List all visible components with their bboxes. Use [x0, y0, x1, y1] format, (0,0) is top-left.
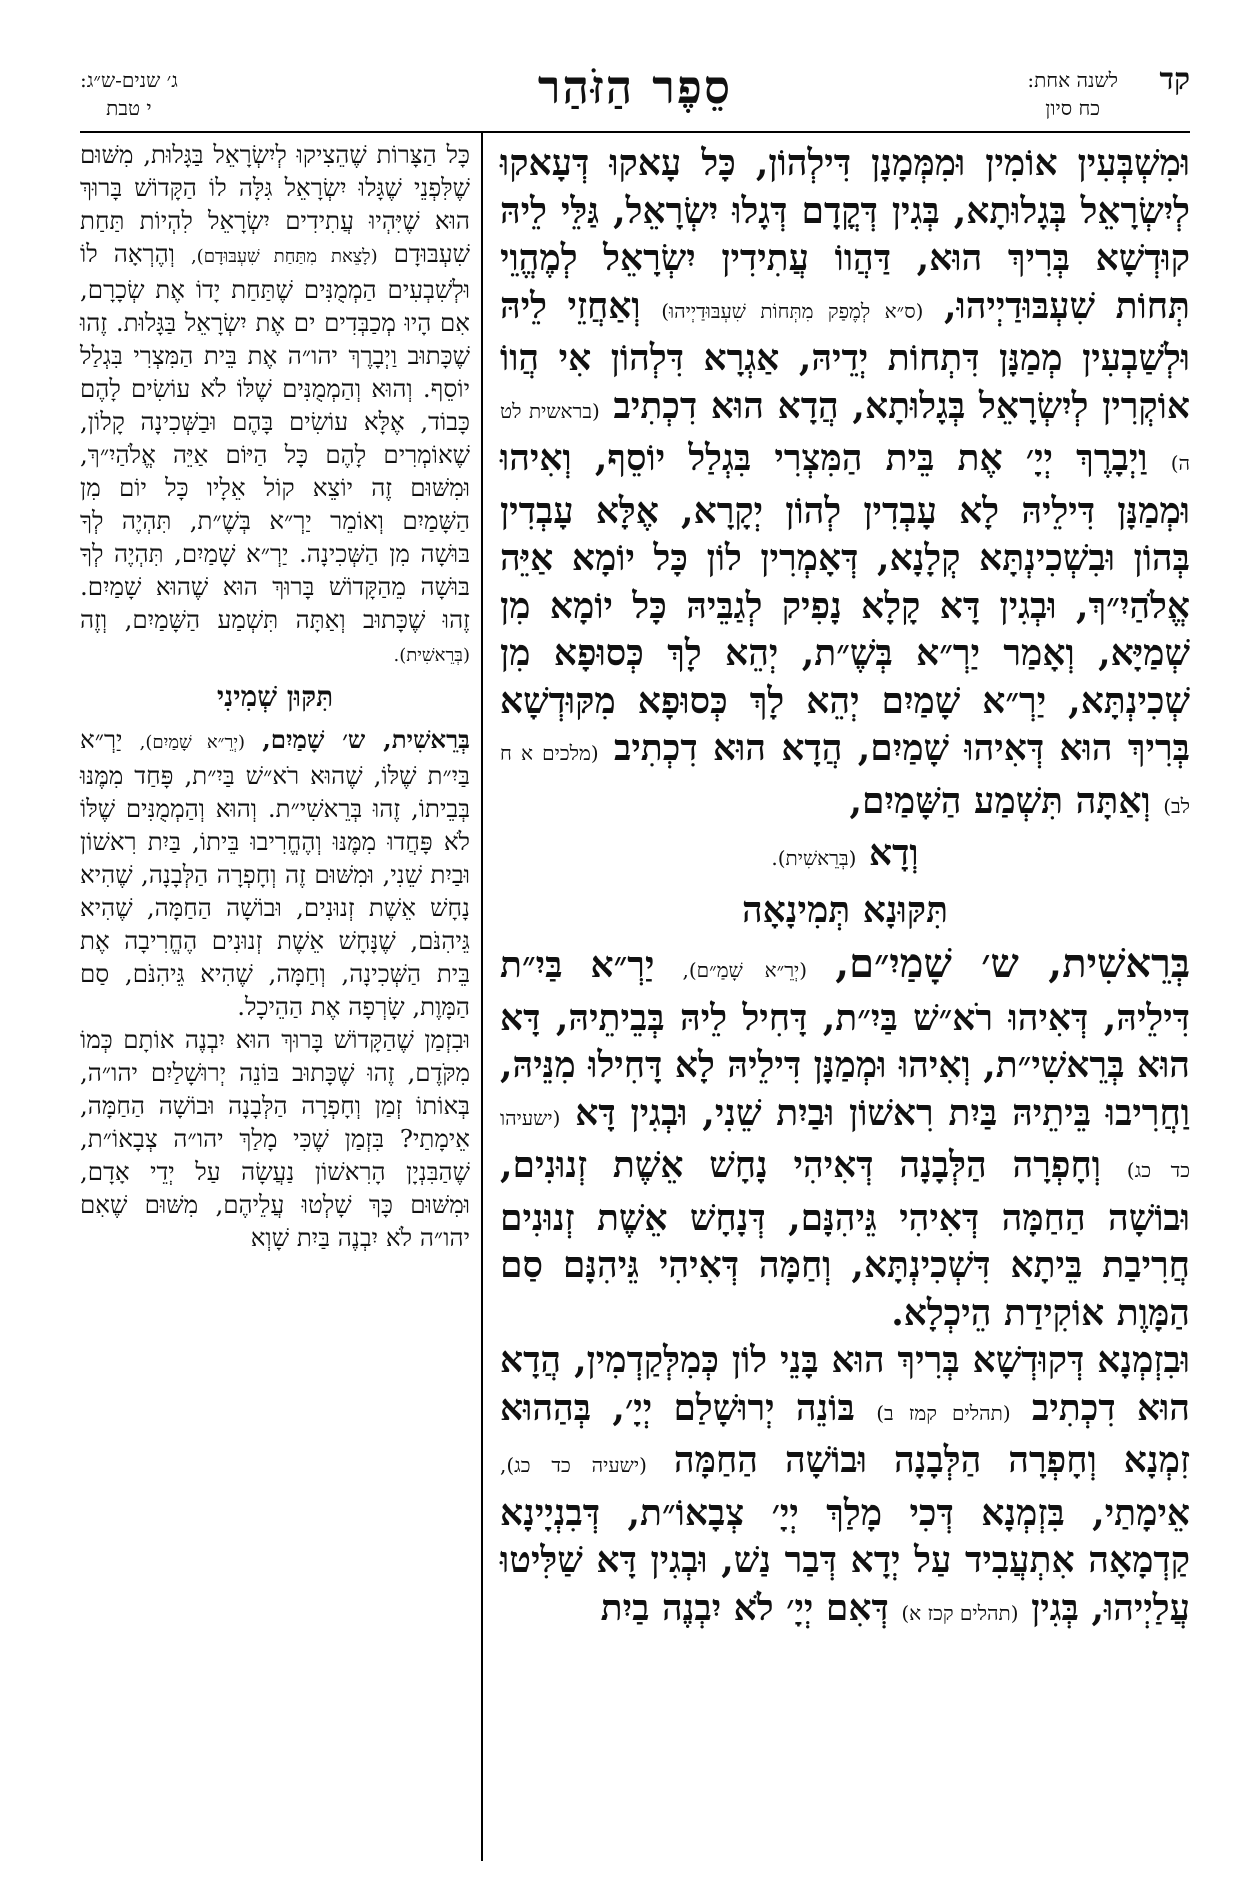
aramaic-main-column — [500, 140, 1190, 1637]
citation: (יְרֵ״א שָׁמַ״ם), — [682, 958, 808, 982]
schedule-label: ג׳ שנים-ש״ג: — [80, 68, 178, 92]
main-text: וּמִשְׁבְּעִין אוֹמִין וּמִמְּמָנָן דִּילְהוֹן, כָּל עָאקוּ דְּעָאקוּ לְיִשְׂרָאֵל בְּגָלוּתָא, בְּגִין דְּקֳדָם דְּגָלוּ יִשְׂרָאֵל, גַּלֵּי לֵיהּ קוּדְשָׁא בְּרִיךְ הוּא, דַּהֲווֹ עֲתִידִין יִשְׂרָאֵל לְמֶהֱוֵי תְּחוֹת שִׁעְבּוּדַיְיהוּ, — [500, 142, 1190, 327]
citation: (בראשית לט ה) — [500, 398, 1190, 475]
book-title: סֵפֶר הַזֹּהַר — [537, 60, 733, 114]
translation-text: וְהֶרְאָה לוֹ וּלְשִׁבְעִים הַמְמֻנִּים שֶׁתַּחַת יָדוֹ אֶת שְׂכָרָם, אִם הָיוּ מְכַבְּדִים ים אֶת יִשְׂרָאֵל בַּגָּלוּת. זֶהוּ שֶׁכָּתוּב וַיְבָרֶךְ יהו״ה אֶת בֵּית הַמִּצְרִי בִּגְלַל יוֹסֵף. וְהוּא וְהַמְמֻנִּים שֶׁלּוֹ לֹא עוֹשִׂים לָהֶם כָּבוֹד, אֶלָּא עוֹשִׂים בָּהֶם וּבַשְּׁכִינָה קָלוֹן, שֶׁאוֹמְרִים לָהֶם כָּל הַיּוֹם אַיֵּה אֱלֹהַיִ״ךְ, וּמִשּׁוּם זֶה יוֹצֵא קוֹל אֵלָיו כָּל יוֹם מִן הַשָּׁמַיִם וְאוֹמֵר יַרְ״א בְּשֶׁ״ת, תִּהְיֶה לְךָ בּוּשָׁה מִן הַשְּׁכִינָה. יַרְ״א שָׁמַיִם, תִּהְיֶה לְךָ בּוּשָׁה מֵהַקָּדוֹשׁ בָּרוּךְ הוּא שֶׁהוּא שָׁמַיִם. זֶהוּ שֶׁכָּתוּב וְאַתָּה תִּשְׁמַע הַשָּׁמַיִם, וְזֶה — [80, 239, 470, 634]
main-text: וְדָא — [868, 832, 919, 874]
main-paragraph — [500, 1337, 1190, 1637]
main-paragraph — [500, 140, 1190, 830]
opening-words: בְּרֵאשִׁית, ש׳ שָׁמַיִ״ם, — [835, 940, 1190, 987]
translation-paragraph — [80, 1023, 470, 1254]
translation-text: וּבִזְמַן שֶׁהַקָּדוֹשׁ בָּרוּךְ הוּא יִבְנֶה אוֹתָם כְּמוֹ מִקֹּדֶם, זֶהוּ שֶׁכָּתוּב בּוֹנֵה יְרוּשָׁלַיִם יהו״ה, בְּאוֹתוֹ זְמַן וְחָפְרָה הַלְּבָנָה וּבוֹשָׁה הַחַמָּה, אֵימָתַי? בִּזְמַן שֶׁכִּי מָלַךְ יהו״ה צְבָאוֹ״ת, שֶׁהַבִּנְיָן הָרִאשׁוֹן נַעֲשָׂה עַל יְדֵי אָדָם, וּמִשּׁוּם כָּךְ שָׁלְטוּ עֲלֵיהֶם, מִשּׁוּם שֶׁאִם יהו״ה לֹא יִבְנֶה בַּיִת שָׁוְא — [80, 1025, 470, 1252]
translation-text: כָּל הַצָּרוֹת שֶׁהֵצִיקוּ לְיִשְׂרָאֵל בַּגָּלוּת, מִשּׁוּם שֶׁלִּפְנֵי שֶׁגָּלוּ יִשְׂרָאֵל גִּלָּה לוֹ הַקָּדוֹשׁ בָּרוּךְ הוּא שֶׁיִּהְיוּ עֲתִידִים יִשְׂרָאֵל לִהְיוֹת תַּחַת שִׁעְבּוּדָם — [80, 140, 470, 268]
citation: (יְרֵ״א שָׁמַיִם), — [139, 732, 246, 753]
citation: (ישעיה כד כג), — [500, 1453, 647, 1477]
schedule-label: לשנה אחת: — [1027, 68, 1118, 92]
citation: (בְּרֵאשִׁית). — [393, 645, 470, 666]
main-text: בּוֹנֵה יְרוּשָׁלַם יְיָ׳, בְּהַהוּא זִמְנָא וְחָפְרָה הַלְּבָנָה וּבוֹשָׁה הַחַמָּה — [500, 1386, 1190, 1481]
opening-words: בְּרֵאשִׁית, ש׳ שָׁמַיִם, — [262, 725, 470, 754]
translation-text: יַרְ״א בַּיִ״ת שֶׁלּוֹ, שֶׁהוּא רֹא״שׁ בַּיִ״ת, פָּחַד מִמֶּנּוּ בְּבֵיתוֹ, זֶהוּ בְּרֵאשִׁי״ת. וְהוּא וְהַמְמֻנִּים שֶׁלּוֹ לֹא פָּחֲדוּ מִמֶּנּוּ וְהֶחֱרִיבוּ בֵּיתוֹ, בַּיִת רִאשׁוֹן וּבַיִת שֵׁנִי, וּמִשּׁוּם זֶה וְחָפְרָה הַלְּבָנָה, שֶׁהִיא נָחָשׁ אֵשֶׁת זְנוּנִים, וּבוֹשָׁה הַחַמָּה, שֶׁהִיא גֵּיהִנֹּם, שֶׁנָּחָשׁ אֵשֶׁת זְנוּנִים הֶחֱרִיבָה אֶת בֵּית הַשְּׁכִינָה, וְחַמָּה, שֶׁהִיא גֵּיהִנֹּם, סַם הַמָּוֶת, שָׂרְפָה אֶת הַהֵיכָל. — [80, 725, 470, 1021]
page-number: קד — [1159, 62, 1190, 97]
hebrew-translation-column — [80, 138, 470, 1254]
section-heading: תִּקּוּנָא תְּמִינָאָה — [741, 888, 949, 931]
header-divider — [80, 131, 1190, 133]
page-header — [80, 60, 1190, 128]
column-divider — [481, 131, 483, 1861]
main-text: דְּאִם יְיָ׳ לֹא יִבְנֶה בַיִת — [600, 1586, 889, 1629]
section-heading: תִּקּוּן שְׁמִינִי — [216, 680, 334, 713]
citation: (מלכים א ח לב) — [500, 741, 1190, 818]
main-text: וּבִזְמְנָא דְּקוּדְשָׁא בְּרִיךְ הוּא בָּנֵי לוֹן כְּמִלְּקַדְמִין, הֲדָא הוּא דִכְתִיב — [500, 1339, 1190, 1429]
main-paragraph — [500, 940, 1190, 1337]
citation: (תהלים קכז א) — [901, 1600, 1019, 1625]
schedule-date: י טבת — [106, 96, 152, 120]
study-schedule-three-years — [80, 66, 178, 122]
main-text: אֵימָתַי, בִּזְמְנָא דְּכִי מָלַךְ יְיָ׳ צְבָאוֹ״ת, דְּבִנְיָינָא קַדְמָאָה אִתְעֲבִיד עַל יְדָא דְּבַר נַשׁ, וּבְגִין דָּא שַׁלִּיטוּ עֲלַיְיהוּ, בְּגִין — [500, 1491, 1190, 1629]
schedule-date: כח סיון — [1045, 96, 1101, 120]
citation: (ישעיהו כד כג) — [500, 1105, 1190, 1182]
citation: (תהלים קמז ב) — [876, 1400, 1011, 1425]
translation-paragraph — [80, 138, 470, 672]
main-text: וְאַחֲזֵי לֵיהּ וּלְשַׁבְעִין מְמַנָּן דִּתְחוֹת יְדֵיהּ, אַגְרָא דִּלְהוֹן אִי הֲווֹ אוֹקְרִין לְיִשְׂרָאֵל בְּגָלוּתָא, הֲדָא הוּא דִכְתִיב — [500, 284, 1190, 427]
citation: (לָצֵאת מִתַּחַת שִׁעְבּוּדָם), — [190, 246, 378, 267]
citation: (בְּרֵאשִׁית). — [771, 846, 857, 870]
main-text: יַרְ״א בַּיִ״ת דִּילֵיהּ, דְּאִיהוּ רֹא״שׁ בַּיִ״ת, דָּחִיל לֵיהּ בְּבֵיתֵיהּ, דָּא הוּא בְּרֵאשִׁי״ת, וְאִיהוּ וּמְמַנָּן דִּילֵיהּ לָא דָּחִילוּ מִנֵּיהּ, וַחֲרִיבוּ בֵּיתֵיהּ בַּיִת רִאשׁוֹן וּבַיִת שֵׁנִי, וּבְגִין דָּא — [500, 944, 1190, 1134]
main-text: וְאַתָּה תִּשְׁמַע הַשָּׁמַיִם, — [849, 779, 1151, 822]
translation-paragraph — [80, 723, 470, 1023]
main-text: וַיְבָרֶךְ יְיָ׳ אֶת בֵּית הַמִּצְרִי בִּגְלַל יוֹסֵף, וְאִיהוּ וּמְמַנָּן דִּילֵיהּ לָא עָבְדִין לְהוֹן יְקָרָא, אֶלָּא עָבְדִין בְּהוֹן וּבִשְׁכִינְתָּא קְלָנָא, דְּאָמְרִין לוֹן כָּל יוֹמָא אַיֵּה אֱלֹהַיִ״ךְ, וּבְגִין דָּא קָלָא נָפִיק לְגַבֵּיהּ כָּל יוֹמָא מִן שְׁמַיָּא, וְאָמַר יַרְ״א בְּשֶׁ״ת, יְהֵא לָךְ כְּסוּפָא מִן שְׁכִינְתָּא, יַרְ״א שָׁמַיִם יְהֵא לָךְ כְּסוּפָא מִקּוּדְשָׁא בְּרִיךְ הוּא דְּאִיהוּ שָׁמַיִם, הֲדָא הוּא דִכְתִיב — [500, 437, 1190, 769]
main-text: וְחָפְרָה הַלְּבָנָה דְּאִיהִי נָחָשׁ אֵשֶׁת זְנוּנִים, וּבוֹשָׁה הַחַמָּה דְּאִיהִי גֵּיהִנָּם, דְּנָחָשׁ אֵשֶׁת זְנוּנִים חֲרִיבַת בֵּיתָא דִּשְׁכִינְתָּא, וְחַמָּה דְּאִיהִי גֵּיהִנָּם סַם הַמָּוֶת אוֹקִידַת הֵיכְלָא. — [500, 1144, 1190, 1334]
citation: (ס״א לְמֶפַק מִתְּחוֹת שִׁעְבּוּדַיְיהוּ) — [661, 298, 924, 323]
main-closing-line — [500, 830, 1190, 883]
